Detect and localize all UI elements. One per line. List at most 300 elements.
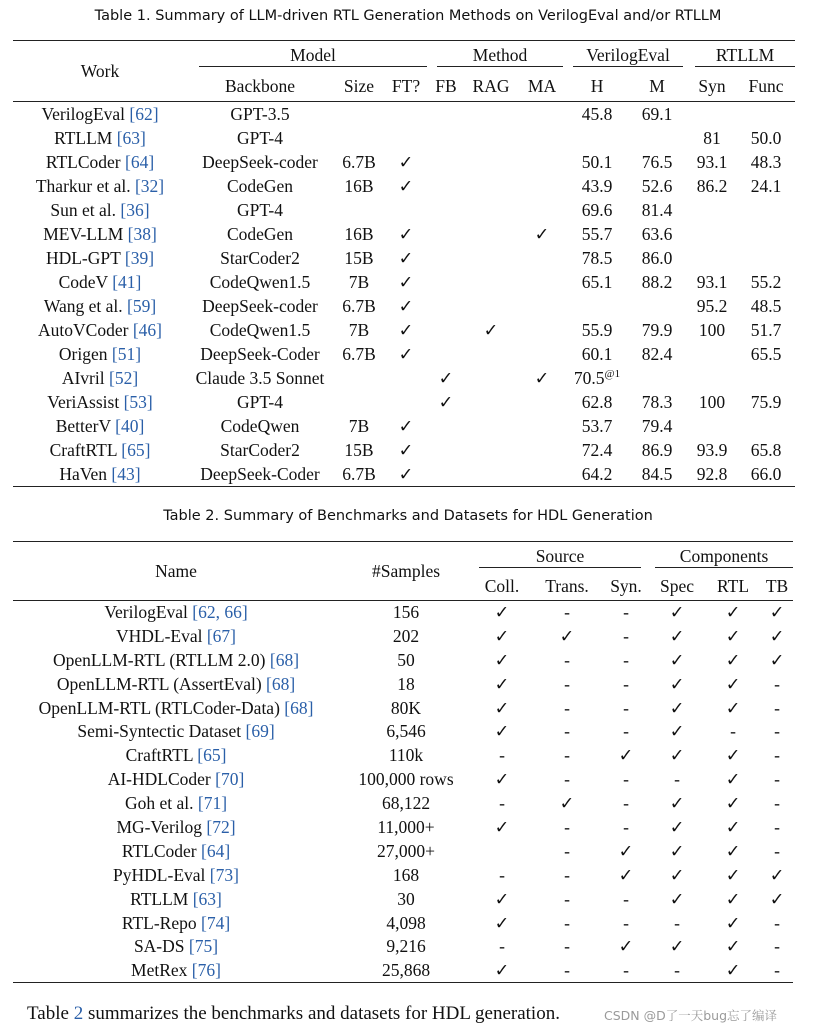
work-name: HDL-GPT [39] <box>45 248 155 268</box>
citation-link[interactable]: [62] <box>129 103 159 124</box>
cell-rag <box>465 127 517 151</box>
cell-backbone: CodeQwen1.5 <box>209 272 311 292</box>
table-row <box>13 102 795 127</box>
cell-fb <box>427 223 465 247</box>
cell-fb <box>427 151 465 175</box>
cell-backbone: DeepSeek-Coder <box>187 463 333 487</box>
cell-h: 69.6 <box>581 200 613 220</box>
cell-ma <box>517 151 567 175</box>
cell-ft: ✓ <box>398 152 414 172</box>
cell-spec: ✓ <box>649 601 705 625</box>
citation-link[interactable]: [32] <box>134 176 165 196</box>
table-row <box>13 744 793 768</box>
cell-ma <box>517 199 567 223</box>
cell-rag <box>465 391 517 415</box>
dataset-name: MetRex [76] <box>13 959 339 983</box>
t1-header-fb: FB <box>435 75 457 96</box>
cell-rtl: ✓ <box>725 649 741 670</box>
citation-link[interactable]: [59] <box>127 296 157 316</box>
cell-m: 86.9 <box>641 440 673 460</box>
dataset-name: RTL-Repo [74] <box>121 912 231 933</box>
work-name: MEV-LLM [38] <box>43 224 157 244</box>
cell-ma <box>517 463 567 487</box>
cell-ft: ✓ <box>398 272 414 292</box>
cell-coll: ✓ <box>494 649 510 670</box>
cell-coll: ✓ <box>494 625 510 646</box>
cell-backbone: GPT-4 <box>236 128 284 148</box>
cell-trans: - <box>564 697 570 718</box>
cell-ma <box>517 247 567 271</box>
dataset-name: RTLLM [63] <box>130 888 222 909</box>
citation-link[interactable]: [74] <box>201 912 231 933</box>
cell-rag: ✓ <box>483 320 499 340</box>
cell-syn: 93.1 <box>696 272 728 292</box>
cell-syn: - <box>623 912 629 933</box>
t2-header-source: Source <box>473 542 649 573</box>
citation-link[interactable]: [65] <box>197 745 227 766</box>
table-row <box>13 295 795 319</box>
cell-m: 79.4 <box>641 416 673 436</box>
watermark: CSDN @D了一天bug忘了编译 <box>604 1008 778 1023</box>
t2-header-spec: Spec <box>660 575 695 596</box>
cell-samples: 202 <box>392 625 420 646</box>
cell-tb: ✓ <box>761 601 793 625</box>
cell-trans: - <box>531 601 603 625</box>
cell-syn: ✓ <box>618 936 634 957</box>
table2-link[interactable]: 2 <box>73 1003 84 1024</box>
cell-samples: 110k <box>388 745 424 766</box>
cell-samples: 156 <box>339 601 473 625</box>
cell-m: 81.4 <box>641 200 673 220</box>
cell-func <box>737 102 795 127</box>
cell-spec: ✓ <box>669 936 685 957</box>
table-row <box>13 792 793 816</box>
cell-fb <box>427 102 465 127</box>
cell-spec: - <box>674 769 680 790</box>
cell-rag <box>465 102 517 127</box>
citation-link[interactable]: [65] <box>121 440 151 460</box>
table-row <box>13 151 795 175</box>
table-row <box>13 601 793 625</box>
cell-backbone: CodeGen <box>226 224 294 244</box>
citation-link[interactable]: [64] <box>125 152 155 172</box>
cell-syn: - <box>623 816 629 837</box>
t1-header-m: M <box>649 75 665 96</box>
cell-h: 60.1 <box>581 344 613 364</box>
cell-tb: - <box>774 745 780 766</box>
cell-tb: - <box>774 936 780 957</box>
cell-samples: 68,122 <box>381 793 431 814</box>
cell-size: 15B <box>344 440 374 460</box>
cell-trans: - <box>564 912 570 933</box>
cell-size <box>333 367 385 391</box>
cell-syn <box>687 223 737 247</box>
dataset-name: Semi-Syntectic Dataset [69] <box>77 721 275 742</box>
cell-m: 76.5 <box>641 152 673 172</box>
citation-link[interactable]: [43] <box>111 463 141 484</box>
cell-fb <box>427 295 465 319</box>
citation-link[interactable]: [76] <box>191 960 221 981</box>
cell-rtl: ✓ <box>725 673 741 694</box>
work-name: Origen [51] <box>58 344 142 364</box>
table-row <box>13 720 793 744</box>
t2-header-name: Name <box>13 542 339 601</box>
citation-link[interactable]: [39] <box>124 248 155 268</box>
t1-header-h: H <box>590 75 604 96</box>
t1-header-backbone: Backbone <box>225 75 295 96</box>
cell-tb: ✓ <box>769 649 785 670</box>
cell-m <box>627 295 687 319</box>
cell-rag <box>465 247 517 271</box>
citation-link[interactable]: [53] <box>123 392 153 412</box>
cell-fb <box>427 343 465 367</box>
cell-size: 7B <box>348 320 370 340</box>
cell-samples: 11,000+ <box>377 816 435 837</box>
cell-spec: ✓ <box>669 673 685 694</box>
cell-rag <box>465 175 517 199</box>
cell-func <box>737 199 795 223</box>
cell-tb: - <box>774 816 780 837</box>
cell-coll: ✓ <box>494 721 510 742</box>
cell-tb: - <box>774 793 780 814</box>
cell-rag <box>465 199 517 223</box>
citation-link[interactable]: [63] <box>116 128 146 148</box>
cell-samples: 27,000+ <box>377 840 435 861</box>
cell-spec: ✓ <box>669 888 685 909</box>
cell-ma: ✓ <box>534 368 550 388</box>
cell-ma <box>517 295 567 319</box>
table-row <box>13 839 793 863</box>
work-name: Sun et al. [36] <box>50 200 150 220</box>
cell-h: 50.1 <box>581 152 613 172</box>
table-row <box>13 343 795 367</box>
cell-ft <box>385 367 427 391</box>
cell-ma <box>517 102 567 127</box>
dataset-name: OpenLLM-RTL (AssertEval) [68] <box>56 673 296 694</box>
table-row <box>13 672 793 696</box>
cell-rtl: ✓ <box>725 793 741 814</box>
table-row <box>13 319 795 343</box>
cell-m: 78.3 <box>641 392 673 412</box>
cell-size: 16B <box>344 224 374 244</box>
cell-samples: 9,216 <box>386 936 426 957</box>
cell-rag <box>465 343 517 367</box>
cell-func: 65.5 <box>750 344 782 364</box>
cell-samples: 18 <box>397 673 415 694</box>
cell-func: 75.9 <box>750 392 782 412</box>
t1-header-ma: MA <box>527 75 557 96</box>
cell-size: 6.7B <box>342 344 376 364</box>
work-name: AutoVCoder [46] <box>38 320 162 340</box>
table-row <box>13 935 793 959</box>
citation-link[interactable]: [68] <box>284 697 314 718</box>
cell-coll: ✓ <box>473 601 531 625</box>
cell-ma <box>517 175 567 199</box>
cell-fb <box>427 175 465 199</box>
cell-syn: 81 <box>703 128 721 148</box>
cell-spec: ✓ <box>669 625 685 646</box>
cell-spec: ✓ <box>669 840 685 861</box>
cell-fb <box>427 415 465 439</box>
cell-trans: - <box>564 649 570 670</box>
dataset-name: Goh et al. [71] <box>124 793 228 814</box>
cell-syn: - <box>623 625 629 646</box>
cell-func: 50.0 <box>750 128 782 148</box>
cell-size: 6.7B <box>342 296 376 316</box>
cell-backbone: CodeQwen <box>220 416 300 436</box>
cell-rtl: ✓ <box>725 625 741 646</box>
table1-caption: Table 1. Summary of LLM-driven RTL Generation Methods on VerilogEval and/or RTLLM <box>94 8 722 24</box>
citation-link[interactable]: [69] <box>245 721 275 742</box>
cell-rtl: ✓ <box>725 769 741 790</box>
table-row <box>13 439 795 463</box>
cell-coll: - <box>499 864 505 885</box>
cell-rtl: ✓ <box>725 888 741 909</box>
cell-m: 82.4 <box>641 344 673 364</box>
cell-size: 16B <box>344 176 374 196</box>
cell-size <box>333 391 385 415</box>
cell-syn: 95.2 <box>696 296 728 316</box>
citation-link[interactable]: [38] <box>127 224 157 244</box>
t2-header-syn: Syn. <box>610 575 642 596</box>
table-row <box>13 271 795 295</box>
citation-link[interactable]: [71] <box>197 793 228 814</box>
table-row <box>13 887 793 911</box>
t1-header-rag: RAG <box>472 75 510 96</box>
citation-link[interactable]: [70] <box>215 769 245 790</box>
cell-ma: ✓ <box>534 224 550 244</box>
cell-backbone: GPT-3.5 <box>187 102 333 127</box>
cell-coll: ✓ <box>494 769 510 790</box>
cell-samples: 30 <box>397 888 415 909</box>
cell-ma <box>517 127 567 151</box>
table-row <box>13 223 795 247</box>
t1-header-rtllm: RTLLM <box>687 41 795 72</box>
cell-fb <box>427 271 465 295</box>
cell-rag <box>465 223 517 247</box>
cell-m <box>627 367 687 391</box>
cell-size <box>333 199 385 223</box>
cell-ft <box>385 102 427 127</box>
citation-link[interactable]: [36] <box>120 200 150 220</box>
cell-spec: ✓ <box>669 697 685 718</box>
cell-func <box>737 415 795 439</box>
dataset-name: PyHDL-Eval [73] <box>113 864 239 885</box>
cell-rtl: - <box>730 721 736 742</box>
cell-m: 63.6 <box>641 224 673 244</box>
cell-syn: - <box>623 697 629 718</box>
cell-syn: ✓ <box>618 840 634 861</box>
cell-trans: - <box>564 888 570 909</box>
cell-samples: 80K <box>390 697 422 718</box>
t2-header-tb: TB <box>765 575 789 596</box>
cell-fb: ✓ <box>438 368 454 388</box>
cell-h: 55.7 <box>581 224 613 244</box>
citation-link[interactable]: [67] <box>206 625 237 646</box>
cell-backbone: GPT-4 <box>236 200 284 220</box>
t2-header-trans: Trans. <box>545 575 589 596</box>
cell-size: 15B <box>344 248 374 268</box>
cell-syn: 100 <box>698 320 726 340</box>
cell-tb: - <box>774 721 780 742</box>
cell-syn <box>687 199 737 223</box>
t1-header-work: Work <box>13 41 187 102</box>
cell-backbone: CodeQwen1.5 <box>209 320 311 340</box>
table-row <box>13 648 793 672</box>
cell-backbone: StarCoder2 <box>220 248 300 268</box>
cell-ma <box>517 391 567 415</box>
cell-backbone: DeepSeek-Coder <box>200 344 320 364</box>
work-name: CraftRTL [65] <box>49 440 151 460</box>
table-row <box>13 863 793 887</box>
cell-h: 65.1 <box>581 272 613 292</box>
table-row <box>13 768 793 792</box>
work-name: RTLCoder [64] <box>45 152 155 172</box>
cell-trans: - <box>564 769 570 790</box>
cell-syn: - <box>603 959 649 983</box>
cell-fb <box>427 127 465 151</box>
t2-header-components: Components <box>649 542 793 573</box>
cell-backbone: Claude 3.5 Sonnet <box>195 368 325 388</box>
cell-ft: ✓ <box>398 344 414 364</box>
cell-ft <box>385 199 427 223</box>
cell-ft <box>385 127 427 151</box>
citation-link[interactable]: [63] <box>192 888 222 909</box>
cell-func: 55.2 <box>750 272 782 292</box>
dataset-name: MG-Verilog [72] <box>116 816 236 837</box>
cell-syn: ✓ <box>618 864 634 885</box>
cell-trans: - <box>531 959 603 983</box>
dataset-name: CraftRTL [65] <box>125 745 227 766</box>
cell-rtl: ✓ <box>725 816 741 837</box>
cell-coll: ✓ <box>494 697 510 718</box>
cell-rtl: ✓ <box>725 840 741 861</box>
cell-coll <box>473 839 531 863</box>
table-row <box>13 247 795 271</box>
table-row <box>13 391 795 415</box>
cell-rag <box>465 463 517 487</box>
cell-h: 55.9 <box>581 320 613 340</box>
cell-fb <box>427 439 465 463</box>
cell-spec: - <box>649 959 705 983</box>
cell-h: 62.8 <box>581 392 613 412</box>
t1-header-verilogeval: VerilogEval <box>567 41 687 72</box>
cell-tb: - <box>774 912 780 933</box>
cell-samples: 168 <box>392 864 420 885</box>
cell-syn: ✓ <box>618 745 634 766</box>
cell-spec: ✓ <box>669 864 685 885</box>
cell-spec: ✓ <box>669 745 685 766</box>
cell-syn: 93.1 <box>696 152 728 172</box>
cell-backbone: DeepSeek-coder <box>202 152 318 172</box>
cell-m: 84.5 <box>627 463 687 487</box>
table-row <box>13 463 795 487</box>
citation-link[interactable]: [72] <box>206 816 236 837</box>
dataset-name: SA-DS [75] <box>133 936 219 957</box>
cell-backbone: CodeGen <box>226 176 294 196</box>
cell-h: 78.5 <box>581 248 613 268</box>
table-row <box>13 415 795 439</box>
t1-header-size: Size <box>343 75 375 96</box>
cell-h: 45.8 <box>567 102 627 127</box>
work-name: VeriAssist [53] <box>47 392 153 412</box>
citation-link[interactable]: [68] <box>266 673 296 694</box>
citation-link[interactable]: [52] <box>109 368 139 388</box>
cell-trans: ✓ <box>559 625 575 646</box>
cell-rtl: ✓ <box>725 697 741 718</box>
cell-tb: - <box>774 697 780 718</box>
dataset-name: VerilogEval [62, 66] <box>13 601 339 625</box>
work-name: Wang et al. [59] <box>43 296 157 316</box>
paragraph-text-start: Table <box>27 1003 74 1024</box>
cell-syn: - <box>623 888 629 909</box>
citation-link[interactable]: [46] <box>132 320 162 340</box>
cell-tb: - <box>761 959 793 983</box>
cell-ft <box>385 391 427 415</box>
cell-coll: ✓ <box>494 673 510 694</box>
table-row <box>13 959 793 983</box>
cell-backbone: StarCoder2 <box>220 440 300 460</box>
cell-size: 7B <box>348 272 370 292</box>
cell-tb: ✓ <box>769 888 785 909</box>
cell-ft: ✓ <box>398 176 414 196</box>
cell-syn: 93.9 <box>696 440 728 460</box>
cell-m: 79.9 <box>641 320 673 340</box>
work-name: CodeV [41] <box>58 272 142 292</box>
t2-header-samples: #Samples <box>339 542 473 601</box>
cell-ma <box>517 439 567 463</box>
citation-link[interactable]: [51] <box>111 344 142 364</box>
cell-ft: ✓ <box>398 248 414 268</box>
citation-link[interactable]: [41] <box>112 272 142 292</box>
citation-link[interactable]: [73] <box>209 864 239 885</box>
cell-coll: - <box>499 793 505 814</box>
cell-ft: ✓ <box>398 224 414 244</box>
citation-link[interactable]: [68] <box>269 649 300 670</box>
cell-m: 52.6 <box>641 176 673 196</box>
cell-trans: - <box>564 840 570 861</box>
cell-coll: ✓ <box>494 888 510 909</box>
t1-header-syn: Syn <box>698 75 726 96</box>
cell-tb: ✓ <box>769 625 785 646</box>
cell-func: 65.8 <box>750 440 782 460</box>
citation-link[interactable]: [64] <box>201 840 231 861</box>
citation-link[interactable]: [40] <box>115 416 145 436</box>
cell-samples: 50 <box>397 649 415 670</box>
cell-h <box>567 295 627 319</box>
work-name: BetterV [40] <box>55 416 145 436</box>
cell-size <box>333 102 385 127</box>
cell-h: 53.7 <box>581 416 613 436</box>
work-name: AIvril [52] <box>61 368 139 388</box>
cell-rtl: ✓ <box>725 936 741 957</box>
cell-fb <box>427 463 465 487</box>
citation-link[interactable]: [75] <box>188 936 219 957</box>
cell-syn: - <box>603 601 649 625</box>
cell-spec: ✓ <box>669 816 685 837</box>
cell-size <box>333 127 385 151</box>
cell-m <box>627 127 687 151</box>
dataset-name: OpenLLM-RTL (RTLCoder-Data) [68] <box>38 697 314 718</box>
cell-trans: - <box>564 936 570 957</box>
cell-trans: - <box>564 745 570 766</box>
cell-ma <box>517 343 567 367</box>
cell-ft: ✓ <box>385 463 427 487</box>
cell-ft: ✓ <box>398 416 414 436</box>
citation-link[interactable]: [62, 66] <box>192 602 248 623</box>
cell-h <box>567 127 627 151</box>
cell-coll: ✓ <box>473 959 531 983</box>
